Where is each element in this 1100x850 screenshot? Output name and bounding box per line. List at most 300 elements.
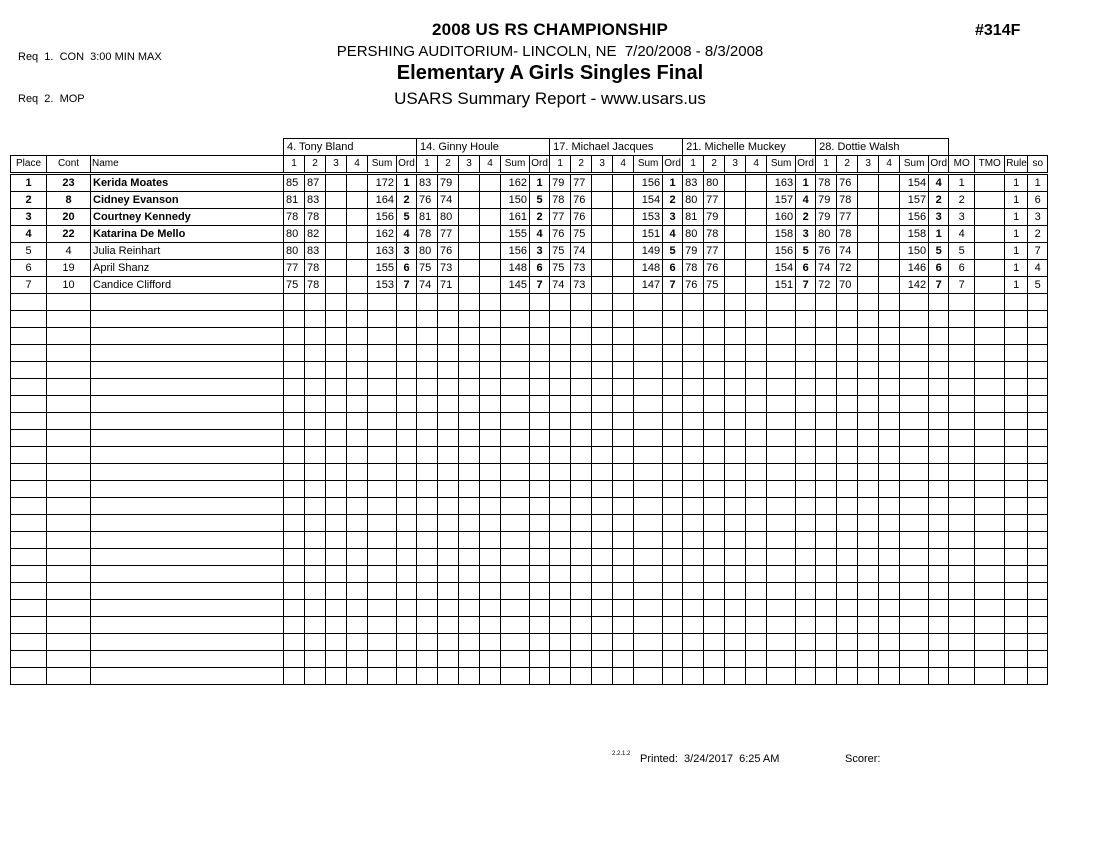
event-number: #314F — [975, 22, 1021, 39]
score-cell — [837, 600, 858, 617]
score-cell — [837, 634, 858, 651]
score-cell — [592, 566, 613, 583]
score-cell — [879, 209, 900, 226]
score-cell — [480, 600, 501, 617]
ord-cell — [929, 328, 949, 345]
score-cell — [480, 617, 501, 634]
cont-cell — [47, 413, 91, 430]
sum-cell — [501, 362, 530, 379]
score-cell: 79 — [816, 192, 837, 209]
score-cell — [480, 668, 501, 685]
score-cell — [438, 379, 459, 396]
score-cell — [683, 566, 704, 583]
score-cell — [550, 362, 571, 379]
score-cell: 75 — [417, 260, 438, 277]
score-cell: 78 — [816, 174, 837, 192]
score-cell — [459, 294, 480, 311]
so-cell — [1028, 651, 1048, 668]
score-cell — [438, 583, 459, 600]
score-cell — [326, 668, 347, 685]
rule-cell — [1005, 345, 1028, 362]
score-cell — [284, 311, 305, 328]
ord-cell — [796, 668, 816, 685]
score-cell — [305, 413, 326, 430]
sum-cell — [900, 617, 929, 634]
sum-cell: 153 — [368, 277, 397, 294]
so-cell — [1028, 600, 1048, 617]
ord-cell: 4 — [929, 174, 949, 192]
score-cell — [305, 515, 326, 532]
score-cell — [347, 464, 368, 481]
competitor-row — [11, 209, 1048, 226]
score-cell — [725, 277, 746, 294]
cont-cell: 22 — [47, 226, 91, 243]
ord-cell — [929, 668, 949, 685]
score-cell — [837, 651, 858, 668]
score-cell — [613, 447, 634, 464]
sum-cell — [900, 294, 929, 311]
score-cell — [347, 515, 368, 532]
score-cell — [837, 294, 858, 311]
score-cell — [837, 464, 858, 481]
score-cell — [746, 583, 767, 600]
trial-header: 2 — [704, 156, 725, 174]
score-cell — [879, 549, 900, 566]
score-cell — [746, 277, 767, 294]
score-cell — [613, 362, 634, 379]
place-cell — [11, 447, 47, 464]
ord-cell — [530, 311, 550, 328]
sum-cell: 154 — [767, 260, 796, 277]
score-cell — [858, 345, 879, 362]
ord-cell — [929, 447, 949, 464]
score-cell — [858, 362, 879, 379]
so-cell — [1028, 379, 1048, 396]
score-cell — [326, 515, 347, 532]
score-cell — [347, 583, 368, 600]
score-cell — [326, 362, 347, 379]
sum-cell — [767, 311, 796, 328]
place-cell — [11, 379, 47, 396]
score-cell — [592, 209, 613, 226]
sum-cell — [767, 481, 796, 498]
score-cell — [326, 209, 347, 226]
ord-cell — [530, 532, 550, 549]
score-cell — [550, 498, 571, 515]
ord-cell — [929, 413, 949, 430]
score-cell: 74 — [438, 192, 459, 209]
so-cell — [1028, 362, 1048, 379]
score-cell — [725, 600, 746, 617]
ord-cell — [530, 413, 550, 430]
sum-cell: 149 — [634, 243, 663, 260]
score-cell — [613, 583, 634, 600]
score-cell — [746, 617, 767, 634]
ord-cell: 5 — [663, 243, 683, 260]
score-cell — [683, 634, 704, 651]
rule-header: Rule — [1005, 156, 1028, 174]
tmo-cell — [975, 634, 1005, 651]
sum-cell — [634, 328, 663, 345]
score-cell: 71 — [438, 277, 459, 294]
score-cell — [613, 277, 634, 294]
score-cell — [326, 294, 347, 311]
score-cell: 76 — [438, 243, 459, 260]
ord-cell — [530, 430, 550, 447]
sum-cell — [501, 668, 530, 685]
score-cell — [550, 549, 571, 566]
place-cell: 6 — [11, 260, 47, 277]
cont-cell — [47, 549, 91, 566]
score-cell — [704, 566, 725, 583]
sum-cell — [900, 651, 929, 668]
score-cell — [592, 464, 613, 481]
score-cell: 79 — [704, 209, 725, 226]
score-cell — [326, 328, 347, 345]
score-cell — [305, 430, 326, 447]
trial-header: 3 — [725, 156, 746, 174]
sum-cell — [368, 515, 397, 532]
place-cell: 3 — [11, 209, 47, 226]
score-cell — [438, 566, 459, 583]
score-cell — [438, 396, 459, 413]
cont-cell — [47, 464, 91, 481]
score-cell — [305, 600, 326, 617]
ord-cell: 5 — [796, 243, 816, 260]
score-cell — [326, 379, 347, 396]
mo-cell — [949, 294, 975, 311]
place-cell — [11, 634, 47, 651]
sum-cell: 162 — [368, 226, 397, 243]
score-cell — [858, 430, 879, 447]
ord-header: Ord — [397, 156, 417, 174]
score-cell — [858, 311, 879, 328]
score-cell — [459, 209, 480, 226]
score-cell — [417, 311, 438, 328]
score-cell — [592, 174, 613, 192]
tmo-cell — [975, 362, 1005, 379]
sum-cell: 146 — [900, 260, 929, 277]
score-cell — [592, 226, 613, 243]
score-cell — [305, 447, 326, 464]
score-cell — [816, 328, 837, 345]
score-cell: 77 — [438, 226, 459, 243]
score-cell — [879, 396, 900, 413]
ord-cell: 7 — [530, 277, 550, 294]
score-cell: 77 — [837, 209, 858, 226]
printed-timestamp: Printed: 3/24/2017 6:25 AM — [640, 753, 780, 765]
sum-cell — [634, 481, 663, 498]
score-cell: 78 — [704, 226, 725, 243]
score-cell — [858, 226, 879, 243]
score-cell — [347, 243, 368, 260]
score-cell — [746, 668, 767, 685]
score-cell — [879, 311, 900, 328]
score-cell — [571, 566, 592, 583]
column-header-row — [11, 156, 1048, 174]
trial-header: 4 — [879, 156, 900, 174]
score-cell — [816, 600, 837, 617]
score-cell — [480, 260, 501, 277]
score-cell — [480, 379, 501, 396]
requirement-line-1: Req 1. CON 3:00 MIN MAX — [18, 51, 162, 63]
place-cell — [11, 617, 47, 634]
ord-cell: 7 — [397, 277, 417, 294]
score-cell — [837, 413, 858, 430]
sum-cell — [767, 532, 796, 549]
score-cell — [438, 617, 459, 634]
ord-cell — [796, 311, 816, 328]
score-cell — [704, 634, 725, 651]
score-cell — [879, 243, 900, 260]
sum-cell — [900, 583, 929, 600]
trial-header: 4 — [613, 156, 634, 174]
score-cell: 75 — [571, 226, 592, 243]
score-cell — [613, 192, 634, 209]
score-cell: 78 — [683, 260, 704, 277]
score-cell: 79 — [683, 243, 704, 260]
mo-cell: 7 — [949, 277, 975, 294]
place-cell — [11, 583, 47, 600]
score-cell — [858, 413, 879, 430]
ord-cell — [663, 481, 683, 498]
score-cell — [725, 379, 746, 396]
score-cell: 83 — [305, 192, 326, 209]
ord-cell: 2 — [397, 192, 417, 209]
place-cell: 2 — [11, 192, 47, 209]
score-cell: 78 — [305, 209, 326, 226]
score-cell — [417, 583, 438, 600]
score-cell: 70 — [837, 277, 858, 294]
mo-cell — [949, 583, 975, 600]
score-cell — [480, 498, 501, 515]
score-cell — [571, 532, 592, 549]
competitor-row — [11, 277, 1048, 294]
score-cell — [858, 447, 879, 464]
trial-header: 3 — [592, 156, 613, 174]
sum-cell — [501, 634, 530, 651]
score-cell: 81 — [417, 209, 438, 226]
score-cell — [613, 600, 634, 617]
score-cell — [417, 498, 438, 515]
score-cell — [816, 464, 837, 481]
score-cell — [746, 634, 767, 651]
score-cell — [326, 396, 347, 413]
score-cell — [592, 532, 613, 549]
score-cell — [879, 566, 900, 583]
sum-cell — [767, 583, 796, 600]
name-cell: Katarina De Mello — [91, 226, 284, 243]
score-cell — [480, 447, 501, 464]
score-cell — [438, 515, 459, 532]
ord-cell — [796, 600, 816, 617]
score-cell — [613, 345, 634, 362]
so-cell — [1028, 311, 1048, 328]
score-cell — [816, 362, 837, 379]
sum-cell: 160 — [767, 209, 796, 226]
score-cell — [725, 362, 746, 379]
score-cell — [837, 362, 858, 379]
score-cell — [550, 430, 571, 447]
score-cell — [592, 617, 613, 634]
score-cell: 80 — [284, 226, 305, 243]
cont-cell: 10 — [47, 277, 91, 294]
rule-cell — [1005, 498, 1028, 515]
score-cell — [550, 651, 571, 668]
score-cell — [550, 600, 571, 617]
trial-header: 3 — [326, 156, 347, 174]
sum-cell — [900, 413, 929, 430]
sum-cell — [368, 600, 397, 617]
sum-cell — [501, 396, 530, 413]
ord-cell — [929, 549, 949, 566]
score-cell — [459, 566, 480, 583]
score-cell — [347, 617, 368, 634]
score-cell — [438, 328, 459, 345]
cont-cell — [47, 294, 91, 311]
rule-cell — [1005, 600, 1028, 617]
judge-header-3: 17. Michael Jacques — [550, 139, 683, 156]
score-cell — [571, 396, 592, 413]
score-cell — [837, 345, 858, 362]
score-cell — [305, 396, 326, 413]
score-cell — [746, 464, 767, 481]
so-cell: 6 — [1028, 192, 1048, 209]
sum-cell: 147 — [634, 277, 663, 294]
trial-header: 3 — [459, 156, 480, 174]
score-cell — [347, 226, 368, 243]
score-cell — [347, 311, 368, 328]
score-cell — [704, 498, 725, 515]
score-cell — [284, 345, 305, 362]
cont-cell — [47, 651, 91, 668]
mo-cell — [949, 668, 975, 685]
score-cell — [683, 311, 704, 328]
score-cell — [683, 549, 704, 566]
score-cell — [417, 668, 438, 685]
score-cell — [438, 532, 459, 549]
ord-cell — [397, 362, 417, 379]
score-cell — [305, 464, 326, 481]
score-cell — [879, 651, 900, 668]
score-cell — [704, 362, 725, 379]
score-cell — [816, 634, 837, 651]
sum-cell — [767, 651, 796, 668]
sum-cell: 155 — [368, 260, 397, 277]
ord-cell — [663, 379, 683, 396]
sum-cell — [767, 294, 796, 311]
rule-cell — [1005, 430, 1028, 447]
score-cell — [879, 362, 900, 379]
score-cell — [347, 651, 368, 668]
cont-cell: 20 — [47, 209, 91, 226]
trial-header: 2 — [305, 156, 326, 174]
ord-cell — [929, 464, 949, 481]
sum-cell — [501, 566, 530, 583]
sum-cell — [501, 345, 530, 362]
empty-row — [11, 515, 1048, 532]
score-cell — [347, 549, 368, 566]
score-cell — [459, 192, 480, 209]
score-cell — [704, 345, 725, 362]
score-cell — [837, 617, 858, 634]
score-cell — [837, 532, 858, 549]
name-cell — [91, 362, 284, 379]
sum-cell — [368, 634, 397, 651]
score-cell: 72 — [816, 277, 837, 294]
rule-cell — [1005, 617, 1028, 634]
cont-cell — [47, 362, 91, 379]
sum-cell — [767, 447, 796, 464]
ord-cell: 7 — [796, 277, 816, 294]
score-cell — [305, 668, 326, 685]
sum-cell — [368, 583, 397, 600]
score-cell — [816, 396, 837, 413]
score-cell — [683, 498, 704, 515]
ord-cell — [929, 566, 949, 583]
ord-cell — [397, 481, 417, 498]
rule-cell — [1005, 481, 1028, 498]
competitor-row — [11, 174, 1048, 192]
score-cell — [592, 634, 613, 651]
cont-cell — [47, 498, 91, 515]
score-cell — [746, 447, 767, 464]
score-cell — [746, 362, 767, 379]
ord-header: Ord — [663, 156, 683, 174]
mo-cell — [949, 430, 975, 447]
score-cell — [879, 498, 900, 515]
score-cell — [858, 583, 879, 600]
score-cell — [879, 600, 900, 617]
score-cell — [725, 651, 746, 668]
empty-row — [11, 464, 1048, 481]
sum-cell: 156 — [634, 174, 663, 192]
score-cell — [746, 396, 767, 413]
sum-cell — [501, 379, 530, 396]
ord-cell — [796, 396, 816, 413]
score-cell — [347, 345, 368, 362]
score-cell — [746, 328, 767, 345]
score-cell — [459, 651, 480, 668]
rule-cell — [1005, 566, 1028, 583]
mo-cell: 4 — [949, 226, 975, 243]
score-cell: 76 — [704, 260, 725, 277]
score-cell — [571, 379, 592, 396]
so-cell — [1028, 447, 1048, 464]
score-cell: 76 — [550, 226, 571, 243]
score-cell — [858, 566, 879, 583]
score-cell — [858, 549, 879, 566]
rule-cell — [1005, 413, 1028, 430]
score-cell — [704, 583, 725, 600]
score-cell — [480, 413, 501, 430]
score-cell — [438, 345, 459, 362]
score-cell — [284, 481, 305, 498]
cont-cell — [47, 311, 91, 328]
ord-cell — [796, 447, 816, 464]
ord-cell: 1 — [796, 174, 816, 192]
tmo-cell — [975, 464, 1005, 481]
sum-cell: 154 — [634, 192, 663, 209]
score-cell — [438, 481, 459, 498]
name-cell — [91, 379, 284, 396]
score-cell — [459, 379, 480, 396]
ord-cell: 5 — [929, 243, 949, 260]
name-cell — [91, 413, 284, 430]
ord-cell: 6 — [663, 260, 683, 277]
score-cell — [459, 583, 480, 600]
ord-cell — [397, 532, 417, 549]
